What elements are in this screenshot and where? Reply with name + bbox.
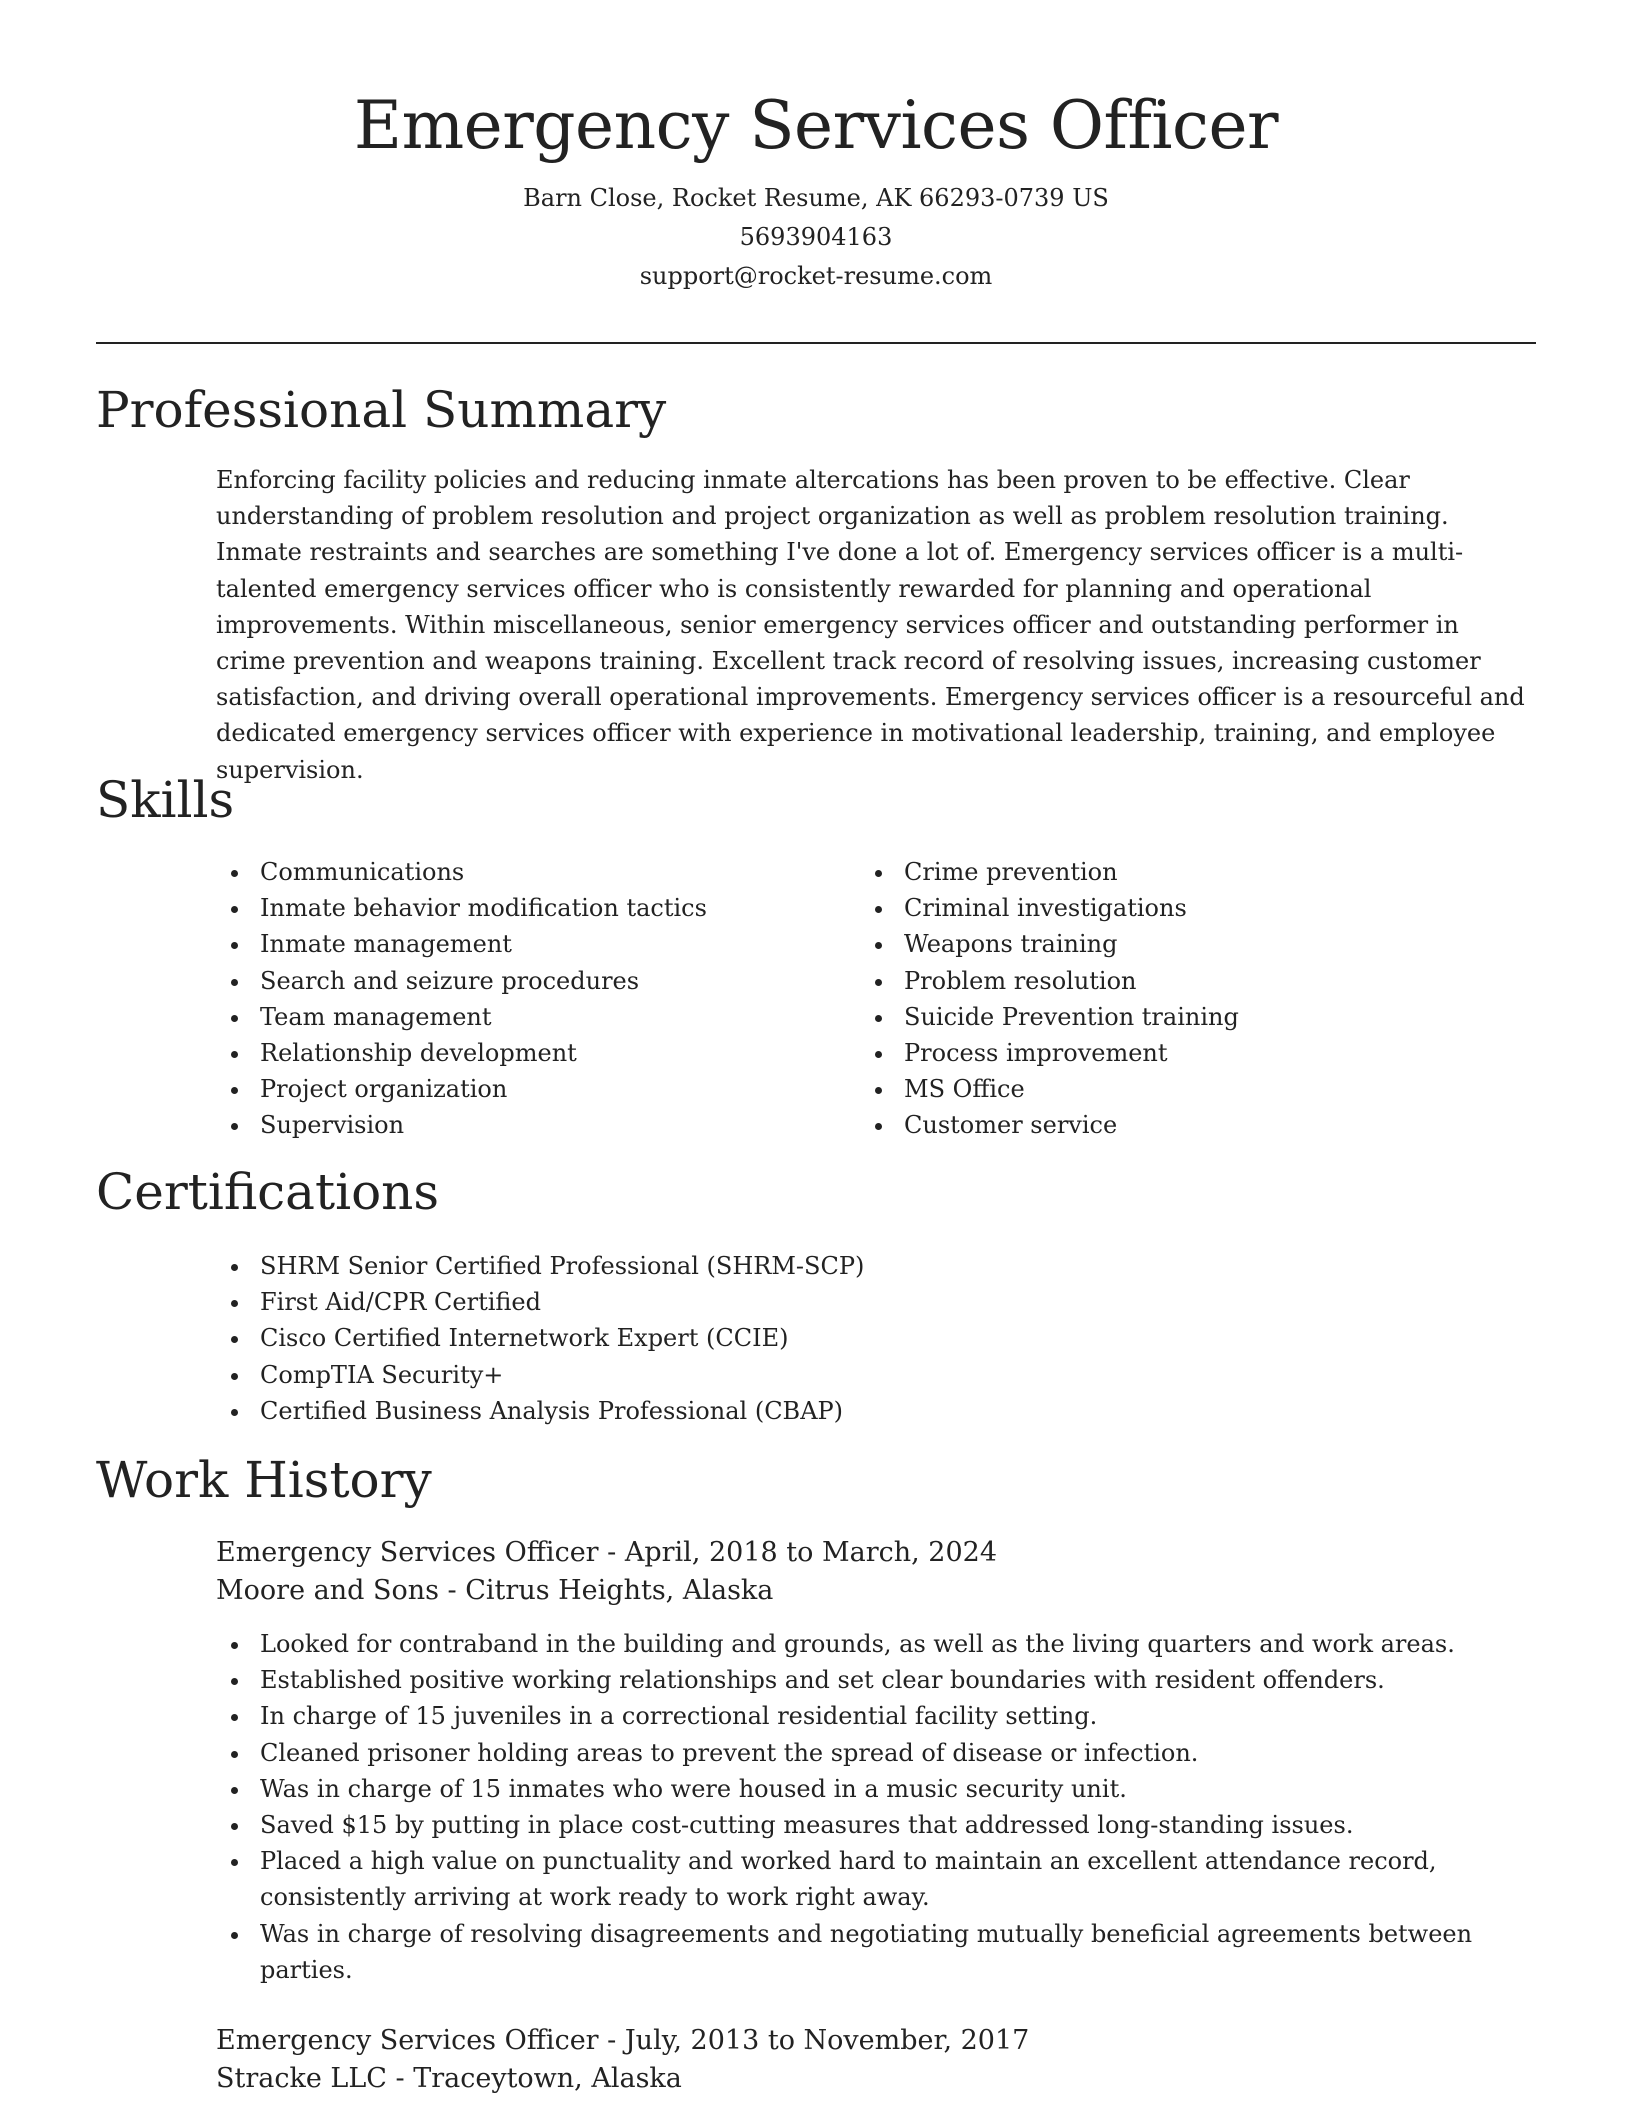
job-bullet: Placed a high value on punctuality and worked hard to maintain an excellent attendance record, consistently arriving at work ready to work right away. bbox=[216, 1843, 1536, 1915]
work-history-heading: Work History bbox=[96, 1451, 432, 1509]
job-bullets bbox=[216, 1626, 1536, 1988]
job-entry bbox=[216, 2022, 1536, 2098]
contact-email: support@rocket-resume.com bbox=[639, 262, 993, 290]
certification-item: CompTIA Security+ bbox=[216, 1357, 1536, 1393]
skill-item: Search and seizure procedures bbox=[216, 963, 856, 999]
skill-item: Inmate management bbox=[216, 926, 856, 962]
job-bullet: Was in charge of 15 inmates who were housed in a music security unit. bbox=[216, 1771, 1536, 1807]
skill-item: Crime prevention bbox=[860, 854, 1500, 890]
skills-list-right bbox=[860, 854, 1500, 1144]
skill-item: MS Office bbox=[860, 1071, 1500, 1107]
skill-item: Process improvement bbox=[860, 1035, 1500, 1071]
skills-heading: Skills bbox=[96, 771, 235, 829]
skill-item: Supervision bbox=[216, 1107, 856, 1143]
job-company-line: Moore and Sons - Citrus Heights, Alaska bbox=[216, 1575, 774, 1606]
certifications-list bbox=[216, 1248, 1536, 1429]
skill-item: Criminal investigations bbox=[860, 890, 1500, 926]
job-title-line: Emergency Services Officer - July, 2013 to November, 2017 bbox=[216, 2025, 1030, 2056]
certification-item: Cisco Certified Internetwork Expert (CCIE) bbox=[216, 1320, 1536, 1356]
skill-item: Weapons training bbox=[860, 926, 1500, 962]
skill-item: Relationship development bbox=[216, 1035, 856, 1071]
job-entry bbox=[216, 1534, 1536, 1988]
certification-item: SHRM Senior Certified Professional (SHRM-SCP) bbox=[216, 1248, 1536, 1284]
skills-list-left bbox=[216, 854, 856, 1144]
job-bullet: Saved $15 by putting in place cost-cutting measures that addressed long-standing issues. bbox=[216, 1807, 1536, 1843]
resume-header bbox=[96, 86, 1536, 296]
job-bullet: Established positive working relationships and set clear boundaries with resident offenders. bbox=[216, 1662, 1536, 1698]
candidate-name: Emergency Services Officer bbox=[353, 87, 1279, 164]
skill-item: Customer service bbox=[860, 1107, 1500, 1143]
skill-item: Inmate behavior modification tactics bbox=[216, 890, 856, 926]
contact-info bbox=[96, 179, 1536, 296]
header-divider bbox=[96, 342, 1536, 344]
job-bullet: Was in charge of resolving disagreements and negotiating mutually beneficial agreements between parties. bbox=[216, 1916, 1536, 1988]
summary-text: Enforcing facility policies and reducing inmate altercations has been proven to be effective. Clear understanding of problem resolution and project organization as well as problem resolution training. Inmate restraints and searches are something I've done a lot of. Emergency services officer is a multi-talented emergency services officer who is consistently rewarded for planning and operational improvements. Within miscellaneous, senior emergency services officer and outstanding performer in crime prevention and weapons training. Excellent track record of resolving issues, increasing customer satisfaction, and driving overall operational improvements. Emergency services officer is a resourceful and dedicated emergency services officer with experience in motivational leadership, training, and employee supervision. bbox=[216, 466, 1525, 784]
skill-item: Communications bbox=[216, 854, 856, 890]
job-bullet: Cleaned prisoner holding areas to prevent the spread of disease or infection. bbox=[216, 1735, 1536, 1771]
contact-address: Barn Close, Rocket Resume, AK 66293-0739 US bbox=[523, 184, 1109, 212]
skill-item: Project organization bbox=[216, 1071, 856, 1107]
contact-phone: 5693904163 bbox=[739, 223, 893, 251]
job-bullet: Looked for contraband in the building and grounds, as well as the living quarters and work areas. bbox=[216, 1626, 1536, 1662]
skill-item: Problem resolution bbox=[860, 963, 1500, 999]
certification-item: Certified Business Analysis Professional (CBAP) bbox=[216, 1393, 1536, 1429]
job-title-line: Emergency Services Officer - April, 2018 to March, 2024 bbox=[216, 1537, 998, 1568]
certification-item: First Aid/CPR Certified bbox=[216, 1284, 1536, 1320]
skill-item: Suicide Prevention training bbox=[860, 999, 1500, 1035]
job-company-line: Stracke LLC - Traceytown, Alaska bbox=[216, 2063, 682, 2094]
summary-heading: Professional Summary bbox=[96, 381, 667, 439]
certifications-heading: Certifications bbox=[96, 1163, 440, 1221]
skill-item: Team management bbox=[216, 999, 856, 1035]
job-bullet: In charge of 15 juveniles in a correctional residential facility setting. bbox=[216, 1698, 1536, 1734]
